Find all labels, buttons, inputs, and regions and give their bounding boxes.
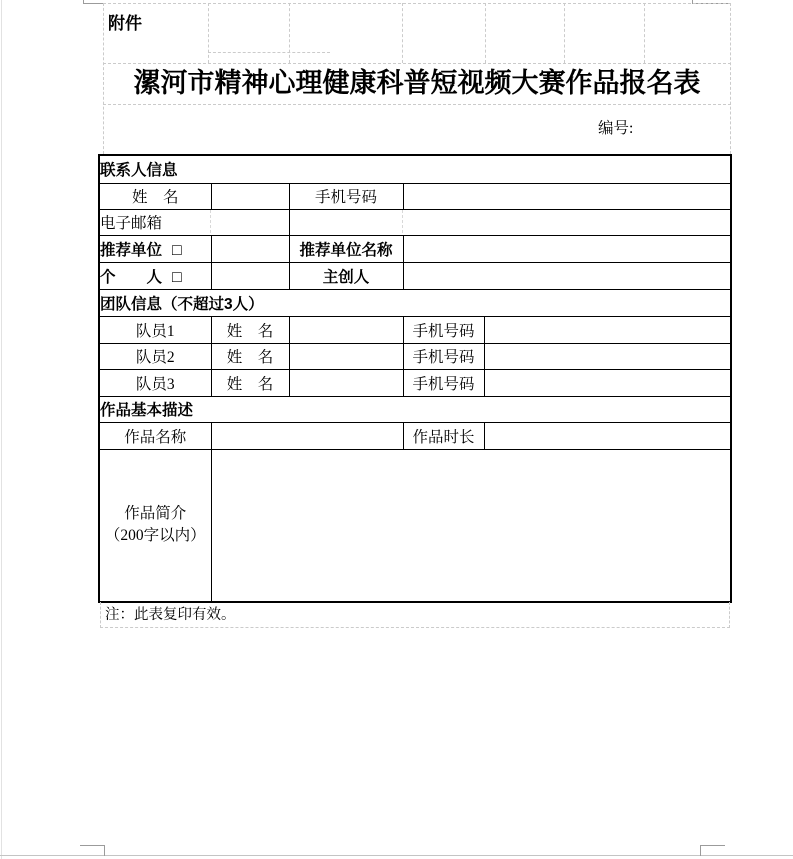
contact-email-label: 电子邮箱 — [99, 209, 289, 235]
crop-mark-bottom-left — [104, 845, 105, 856]
work-title-label: 作品名称 — [99, 422, 211, 449]
work-duration-label: 作品时长 — [403, 422, 484, 449]
member-mobile-input-cell[interactable] — [484, 369, 731, 396]
contact-name-label: 姓 名 — [99, 183, 211, 209]
gridline — [103, 3, 731, 4]
recommend-unit-label-text: 推荐单位 — [100, 241, 163, 259]
gridline — [485, 3, 486, 63]
section-header-contact: 联系人信息 — [99, 155, 731, 183]
member-mobile-input-cell[interactable] — [484, 316, 731, 343]
member-label: 队员3 — [99, 369, 211, 396]
member-mobile-input-cell[interactable] — [484, 343, 731, 369]
recommend-unit-label — [99, 235, 211, 262]
crop-mark-bottom-right — [700, 845, 725, 846]
member-name-label: 姓 名 — [211, 369, 289, 396]
crop-mark-bottom-right — [700, 845, 701, 856]
gridline — [289, 3, 290, 63]
contact-email-input-cell[interactable] — [289, 209, 731, 235]
contact-mobile-input-cell[interactable] — [403, 183, 731, 209]
contact-mobile-label: 手机号码 — [289, 183, 403, 209]
member-row — [99, 369, 731, 396]
crop-mark-top-left — [83, 3, 103, 4]
member-name-label: 姓 名 — [211, 343, 289, 369]
member-label: 队员1 — [99, 316, 211, 343]
individual-checkbox[interactable]: □ — [172, 268, 182, 286]
form-number-label: 编号: — [598, 120, 634, 137]
member-name-label: 姓 名 — [211, 316, 289, 343]
section-header-work: 作品基本描述 — [99, 396, 731, 422]
member-row — [99, 316, 731, 343]
individual-label-text: 个 人 — [100, 268, 163, 286]
gridline — [208, 3, 209, 63]
page-left-edge — [1, 0, 2, 859]
work-duration-input-cell[interactable] — [484, 422, 731, 449]
footnote: 注：此表复印有效。 — [100, 602, 730, 628]
member-label: 队员2 — [99, 343, 211, 369]
chief-creator-label: 主创人 — [289, 262, 403, 289]
page-bottom-boundary — [0, 855, 793, 856]
member-mobile-label: 手机号码 — [403, 316, 484, 343]
gridline — [644, 3, 645, 63]
recommend-unit-checkbox[interactable]: □ — [172, 241, 182, 259]
individual-input-cell[interactable] — [211, 262, 289, 289]
crop-mark-bottom-left — [80, 845, 105, 846]
gridline — [564, 3, 565, 63]
work-intro-label — [99, 449, 211, 602]
section-header-team: 团队信息（不超过3人） — [99, 289, 731, 316]
member-row — [99, 343, 731, 369]
work-intro-label-line1: 作品简介 — [124, 505, 187, 523]
gridline — [208, 52, 330, 53]
gridline — [103, 104, 731, 105]
member-mobile-label: 手机号码 — [403, 343, 484, 369]
page-title: 漯河市精神心理健康科普短视频大赛作品报名表 — [133, 68, 701, 98]
member-name-input-cell[interactable] — [289, 369, 403, 396]
recommend-unit-name-label: 推荐单位名称 — [289, 235, 403, 262]
gridline — [402, 3, 403, 63]
work-intro-label-line2: （200字以内） — [104, 527, 206, 545]
member-name-input-cell[interactable] — [289, 343, 403, 369]
individual-label — [99, 262, 211, 289]
attachment-label: 附件 — [108, 14, 142, 33]
chief-creator-input-cell[interactable] — [403, 262, 731, 289]
member-name-input-cell[interactable] — [289, 316, 403, 343]
work-intro-input-cell[interactable] — [211, 449, 731, 602]
registration-table — [98, 154, 732, 603]
contact-name-input-cell[interactable] — [211, 183, 289, 209]
recommend-unit-input-cell[interactable] — [211, 235, 289, 262]
recommend-unit-name-input-cell[interactable] — [403, 235, 731, 262]
work-title-input-cell[interactable] — [211, 422, 403, 449]
member-mobile-label: 手机号码 — [403, 369, 484, 396]
